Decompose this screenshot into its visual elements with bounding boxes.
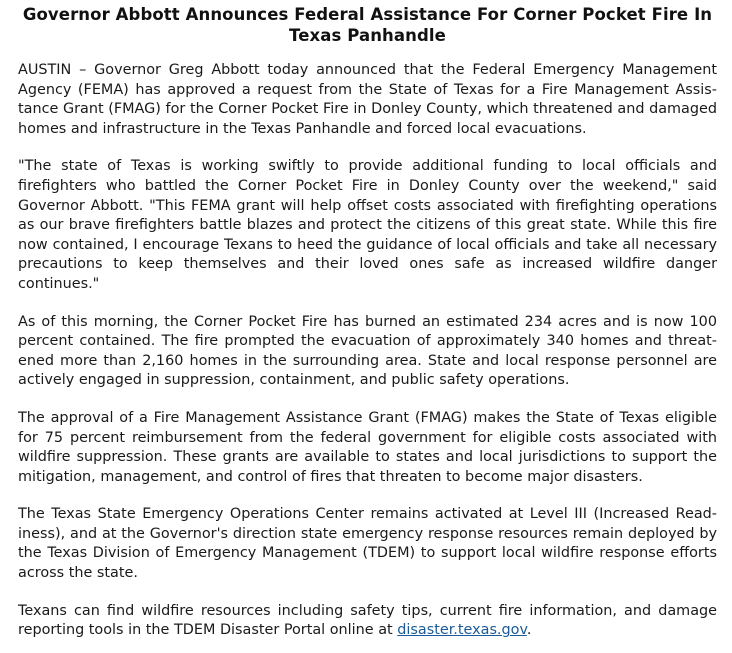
- resources-text: Texans can find wildfire resources including safety tips, current fire information, and damage reporting tools in the TDEM Disaster Portal online at: [18, 602, 717, 639]
- paragraph-fmag: The approval of a Fire Management Assistance Grant (FMAG) makes the State of Texas eligible for 75 percent reimbursement from the federal government for eligible costs associated with wildfire suppression. These grants are available to states and local jurisdictions to support the mitigation, management, and control of fires that threaten to become major disasters.: [18, 409, 717, 485]
- paragraph-resources: [18, 602, 717, 641]
- paragraph-fire-status: As of this morning, the Corner Pocket Fire has burned an estimated 234 acres and is now 100 percent contained. The fire prompted the evacuation of approximately 340 homes and threatened more than 2,160 homes in the surrounding area. State and local response personnel are actively engaged in suppression, containment, and public safety operations.: [18, 313, 717, 389]
- paragraph-soc: The Texas State Emergency Operations Center remains activated at Level III (Increased Readiness), and at the Governor's direction state emergency response resources remain deployed by the Texas Division of Emergency Management (TDEM) to support local wildfire response efforts across the state.: [18, 506, 717, 582]
- disaster-portal-link[interactable]: disaster.texas.gov: [397, 622, 527, 639]
- paragraph-quote: "The state of Texas is working swiftly to provide additional funding to local officials and firefighters who battled the Corner Pocket Fire in Donley County over the weekend," said Governor Abbott. "This FEMA grant will help offset costs associated with firefighting operations as our brave firefighters battle blazes and protect the citizens of this great state. While this fire now contained, I encourage Texans to heed the guidance of local officials and take all necessary precautions to keep themselves and their loved ones safe as increased wildfire danger continues.": [18, 158, 717, 292]
- paragraph-intro: AUSTIN – Governor Greg Abbott today announced that the Federal Emergency Management Agency (FEMA) has approved a request from the State of Texas for a Fire Management Assistance Grant (FMAG) for the Corner Pocket Fire in Donley County, which threatened and damaged homes and infrastructure in the Texas Panhandle and forced local evacuations.: [18, 62, 717, 137]
- article-title: Governor Abbott Announces Federal Assistance For Corner Pocket Fire In Texas Panhandle: [22, 5, 713, 45]
- resources-suffix: .: [526, 622, 532, 639]
